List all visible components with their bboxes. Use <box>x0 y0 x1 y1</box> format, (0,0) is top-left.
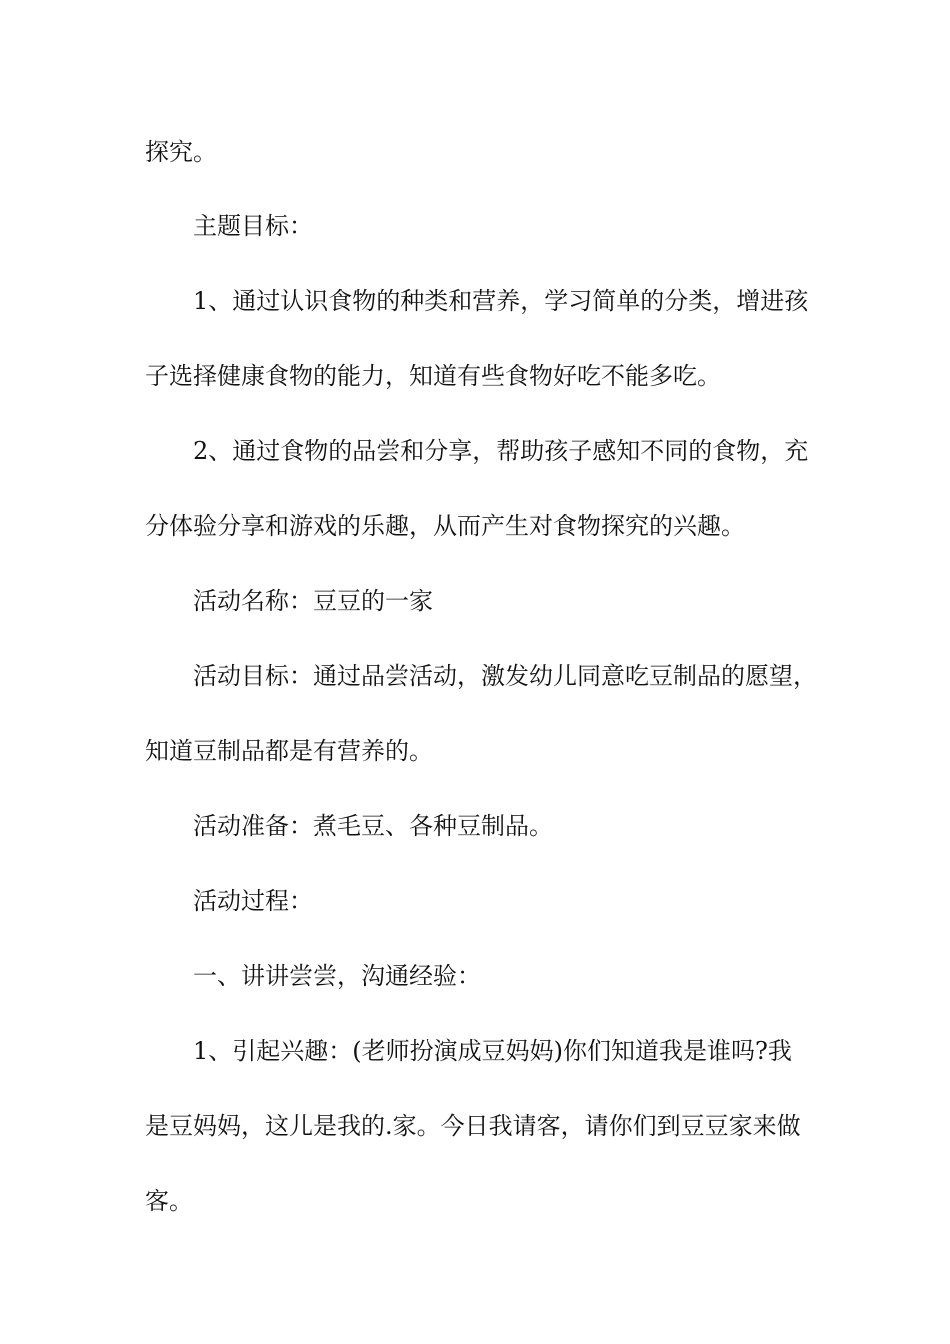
text-line: 客。 <box>145 1187 193 1215</box>
section-heading: 活动过程： <box>193 887 313 915</box>
text-line: 活动目标：通过品尝活动，激发幼儿同意吃豆制品的愿望， <box>193 662 817 690</box>
section-heading: 主题目标： <box>193 212 313 240</box>
text-line: 活动准备：煮毛豆、各种豆制品。 <box>193 812 553 840</box>
text-line: 子选择健康食物的能力，知道有些食物好吃不能多吃。 <box>145 362 721 390</box>
text-line: 探究。 <box>145 138 217 166</box>
text-line: 1、引起兴趣：(老师扮演成豆妈妈)你们知道我是谁吗?我 <box>193 1037 792 1065</box>
text-line: 分体验分享和游戏的乐趣，从而产生对食物探究的兴趣。 <box>145 512 745 540</box>
text-line: 一、讲讲尝尝，沟通经验： <box>193 962 481 990</box>
text-line: 2、通过食物的品尝和分享，帮助孩子感知不同的食物，充 <box>193 437 809 465</box>
text-line: 是豆妈妈，这儿是我的.家。今日我请客，请你们到豆豆家来做 <box>145 1112 801 1140</box>
text-line: 知道豆制品都是有营养的。 <box>145 737 433 765</box>
text-line: 1、通过认识食物的种类和营养，学习简单的分类，增进孩 <box>193 287 809 315</box>
text-line: 活动名称：豆豆的一家 <box>193 587 433 615</box>
